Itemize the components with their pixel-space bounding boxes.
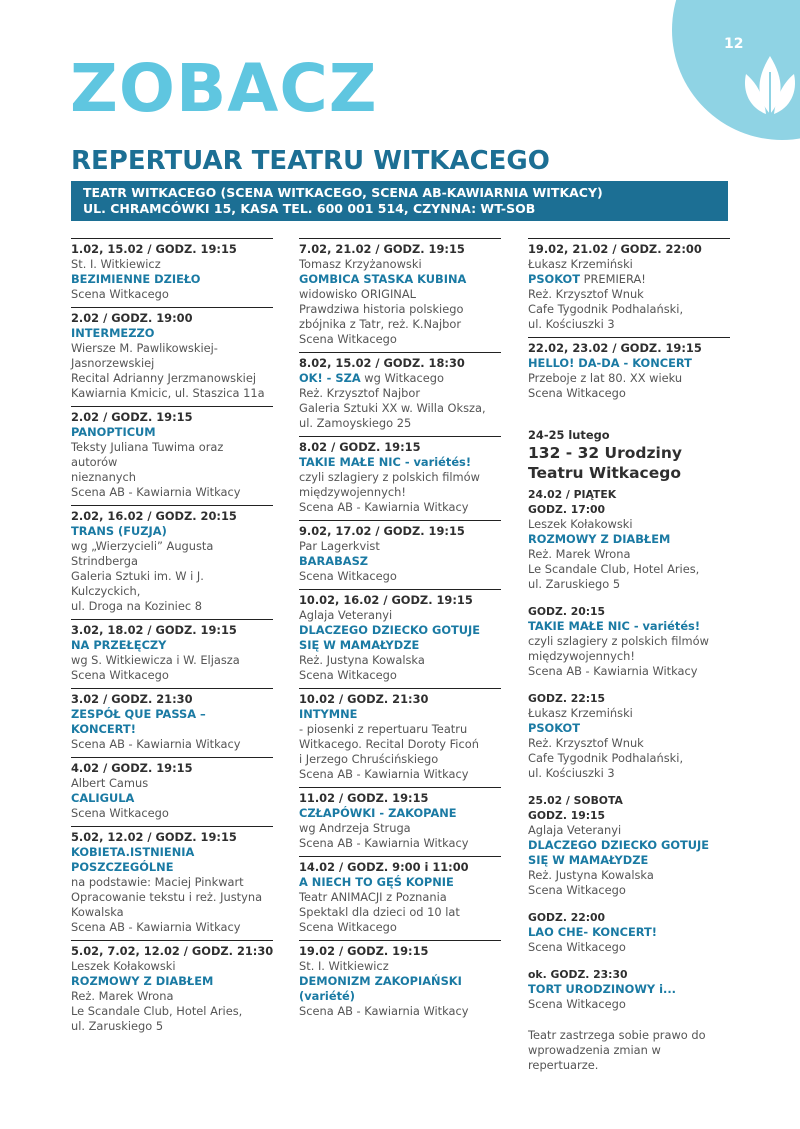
- event-detail: - piosenki z repertuaru Teatru: [299, 722, 468, 736]
- event-detail: wg „Wierzycieli” Augusta Strindberga: [71, 539, 214, 568]
- event-detail: Reż. Krzysztof Wnuk: [528, 736, 644, 750]
- event-detail: ul. Kościuszki 3: [528, 317, 615, 331]
- anniversary-dates: 24-25 lutego: [528, 428, 610, 442]
- event-entry: [299, 589, 501, 688]
- event-author: Aglaja Veteranyi: [528, 823, 622, 837]
- event-title-suffix: wg Witkacego: [360, 371, 444, 385]
- event-date: 2.02 / GODZ. 19:00: [71, 311, 193, 325]
- event-time: GODZ. 19:15: [528, 809, 606, 822]
- schedule-column-3: [528, 238, 730, 1073]
- event-detail: wg Andrzeja Struga: [299, 821, 411, 835]
- event-detail: Scena AB - Kawiarnia Witkacy: [299, 500, 469, 514]
- event-title-line: [71, 272, 273, 287]
- page-title: REPERTUAR TEATRU WITKACEGO: [71, 146, 550, 176]
- event-date: 1.02, 15.02 / GODZ. 19:15: [71, 242, 237, 256]
- event-title-line: [299, 554, 501, 569]
- event-title: DEMONIZM ZAKOPIAŃSKI (variété): [299, 974, 462, 1003]
- event-detail: Opracowanie tekstu i reż. Justyna: [71, 890, 263, 904]
- event-date: GODZ. 20:15: [528, 605, 606, 618]
- schedule-column-2: [299, 238, 501, 1024]
- event-title: GOMBICA STASKA KUBINA: [299, 272, 467, 286]
- event-author: Leszek Kołakowski: [528, 517, 633, 531]
- event-detail: Prawdziwa historia polskiego: [299, 302, 464, 316]
- event-author: St. I. Witkiewicz: [71, 257, 161, 271]
- event-detail: Le Scandale Club, Hotel Aries,: [528, 562, 700, 576]
- event-entry: [71, 307, 273, 406]
- event-title-line: [299, 623, 501, 653]
- event-title-line: [299, 974, 501, 1004]
- event-title-line: [71, 974, 273, 989]
- event-author: Tomasz Krzyżanowski: [299, 257, 422, 271]
- event-title-line: [71, 326, 273, 341]
- event-title-line: [299, 272, 501, 287]
- event-detail: nieznanych: [71, 470, 137, 484]
- event-title: PSOKOT: [528, 721, 581, 735]
- event-detail: Witkacego. Recital Doroty Ficoń: [299, 737, 479, 751]
- event-author: Par Lagerkvist: [299, 539, 380, 553]
- event-title-line: [71, 845, 273, 875]
- event-title-line: [299, 875, 501, 890]
- event-detail: Scena Witkacego: [528, 940, 626, 954]
- event-detail: ul. Zaruskiego 5: [71, 1019, 164, 1033]
- venue-banner: [71, 181, 728, 221]
- event-detail: Scena Witkacego: [528, 883, 626, 897]
- event-title: LAO CHE- KONCERT!: [528, 925, 657, 939]
- event-title: INTERMEZZO: [71, 326, 155, 340]
- anniversary-event: [528, 604, 730, 691]
- event-detail: na podstawie: Maciej Pinkwart: [71, 875, 244, 889]
- event-author: Łukasz Krzemiński: [528, 706, 633, 720]
- event-entry: [71, 688, 273, 757]
- event-detail: Kawiarnia Kmicic, ul. Staszica 11a: [71, 386, 265, 400]
- event-author: Albert Camus: [71, 776, 149, 790]
- event-entry: [71, 505, 273, 619]
- event-date: GODZ. 22:00: [528, 911, 606, 924]
- event-title: TORT URODZINOWY i...: [528, 982, 676, 996]
- event-detail: Cafe Tygodnik Podhalański,: [528, 751, 684, 765]
- event-detail: Reż. Marek Wrona: [528, 547, 631, 561]
- event-entry: [71, 619, 273, 688]
- event-title: BARABASZ: [299, 554, 369, 568]
- event-detail: Spektakl dla dzieci od 10 lat: [299, 905, 460, 919]
- event-entry: [71, 757, 273, 826]
- schedule-column-1: [71, 238, 273, 1039]
- event-date: 7.02, 21.02 / GODZ. 19:15: [299, 242, 465, 256]
- event-detail: Reż. Marek Wrona: [71, 989, 174, 1003]
- anniversary-section: [528, 428, 730, 1073]
- event-title-line: [71, 638, 273, 653]
- event-detail: czyli szlagiery z polskich filmów: [528, 634, 709, 648]
- event-title-line: [71, 425, 273, 440]
- banner-line-1: TEATR WITKACEGO (SCENA WITKACEGO, SCENA AB-KAWIARNIA WITKACY): [83, 185, 603, 200]
- event-detail: międzywojennych!: [299, 485, 406, 499]
- event-detail: Reż. Justyna Kowalska: [299, 653, 425, 667]
- event-detail: Scena Witkacego: [71, 287, 169, 301]
- leaf-logo-icon: [740, 52, 800, 118]
- event-entry: [528, 337, 730, 406]
- event-date: 5.02, 7.02, 12.02 / GODZ. 21:30: [71, 944, 274, 958]
- event-author: Łukasz Krzemiński: [528, 257, 633, 271]
- event-title-line: [299, 371, 501, 386]
- event-detail: Teatr ANIMACJI z Poznania: [299, 890, 447, 904]
- event-title-line: [528, 356, 730, 371]
- event-detail: Wiersze M. Pawlikowskiej-: [71, 341, 218, 355]
- event-detail: Reż. Krzysztof Wnuk: [528, 287, 644, 301]
- event-detail: Jasnorzewskiej: [71, 356, 155, 370]
- event-detail: Scena Witkacego: [71, 806, 169, 820]
- event-title: OK! - SZA: [299, 371, 361, 385]
- disclaimer-note: Teatr zastrzega sobie prawo do wprowadzenia zmian w repertuarze.: [528, 1028, 706, 1072]
- anniversary-heading: 132 - 32 Urodziny Teatru Witkacego: [528, 444, 682, 482]
- event-date: ok. GODZ. 23:30: [528, 968, 628, 981]
- event-title: KOBIETA.ISTNIENIA POSZCZEGÓLNE: [71, 845, 195, 874]
- event-entry: [299, 238, 501, 352]
- event-title: TRANS (FUZJA): [71, 524, 167, 538]
- event-title: INTYMNE: [299, 707, 358, 721]
- event-title: ROZMOWY Z DIABŁEM: [71, 974, 214, 988]
- page-number: 12: [724, 36, 744, 52]
- event-entry: [299, 787, 501, 856]
- event-entry: [71, 406, 273, 505]
- event-date: 9.02, 17.02 / GODZ. 19:15: [299, 524, 465, 538]
- event-entry: [71, 940, 273, 1039]
- event-title: CZŁAPÓWKI - ZAKOPANE: [299, 806, 457, 820]
- event-detail: Scena Witkacego: [299, 569, 397, 583]
- event-title: A NIECH TO GĘŚ KOPNIE: [299, 875, 454, 889]
- event-date: 19.02 / GODZ. 19:15: [299, 944, 429, 958]
- event-date: 8.02 / GODZ. 19:15: [299, 440, 421, 454]
- event-entry: [71, 238, 273, 307]
- event-detail: Recital Adrianny Jerzmanowskiej: [71, 371, 256, 385]
- event-detail: Cafe Tygodnik Podhalański,: [528, 302, 684, 316]
- event-author: Aglaja Veteranyi: [299, 608, 393, 622]
- event-date: 10.02 / GODZ. 21:30: [299, 692, 429, 706]
- event-detail: Galeria Sztuki XX w. Willa Oksza,: [299, 401, 486, 415]
- event-author: Leszek Kołakowski: [71, 959, 176, 973]
- anniversary-items: [528, 487, 730, 1024]
- event-title-line: [299, 806, 501, 821]
- event-detail: Le Scandale Club, Hotel Aries,: [71, 1004, 243, 1018]
- event-detail: Scena Witkacego: [528, 997, 626, 1011]
- event-date: 11.02 / GODZ. 19:15: [299, 791, 429, 805]
- event-detail: Galeria Sztuki im. W i J. Kulczyckich,: [71, 569, 204, 598]
- event-date: 14.02 / GODZ. 9:00 i 11:00: [299, 860, 469, 874]
- anniversary-event: [528, 691, 730, 793]
- event-detail: Scena Witkacego: [299, 332, 397, 346]
- event-date: 24.02 / PIĄTEK: [528, 488, 617, 501]
- anniversary-event: [528, 793, 730, 910]
- event-detail: ul. Zamoyskiego 25: [299, 416, 412, 430]
- event-date: 10.02, 16.02 / GODZ. 19:15: [299, 593, 473, 607]
- anniversary-event: [528, 910, 730, 967]
- event-time: GODZ. 17:00: [528, 503, 606, 516]
- event-date: 19.02, 21.02 / GODZ. 22:00: [528, 242, 702, 256]
- event-date: GODZ. 22:15: [528, 692, 606, 705]
- event-author: St. I. Witkiewicz: [299, 959, 389, 973]
- event-title: HELLO! DA-DA - KONCERT: [528, 356, 692, 370]
- event-date: 22.02, 23.02 / GODZ. 19:15: [528, 341, 702, 355]
- event-title: PSOKOT: [528, 272, 581, 286]
- event-title-line: [71, 707, 273, 737]
- event-detail: Scena AB - Kawiarnia Witkacy: [299, 836, 469, 850]
- event-title-line: [299, 707, 501, 722]
- event-entry: [299, 520, 501, 589]
- event-detail: Scena AB - Kawiarnia Witkacy: [299, 767, 469, 781]
- event-detail: Scena Witkacego: [299, 668, 397, 682]
- anniversary-event: [528, 487, 730, 604]
- event-detail: Scena AB - Kawiarnia Witkacy: [71, 485, 241, 499]
- event-detail: ul. Droga na Koziniec 8: [71, 599, 202, 613]
- event-detail: Reż. Krzysztof Najbor: [299, 386, 421, 400]
- event-detail: Kowalska: [71, 905, 124, 919]
- event-title: DLACZEGO DZIECKO GOTUJE SIĘ W MAMAŁYDZE: [528, 838, 710, 867]
- event-date: 2.02 / GODZ. 19:15: [71, 410, 193, 424]
- event-detail: Teksty Juliana Tuwima oraz autorów: [71, 440, 224, 469]
- event-title-line: [528, 272, 730, 287]
- event-detail: Przeboje z lat 80. XX wieku: [528, 371, 683, 385]
- event-detail: zbójnika z Tatr, reż. K.Najbor: [299, 317, 462, 331]
- event-detail: Scena AB - Kawiarnia Witkacy: [71, 737, 241, 751]
- anniversary-event: [528, 967, 730, 1024]
- event-entry: [528, 238, 730, 337]
- event-detail: Scena Witkacego: [528, 386, 626, 400]
- event-date: 3.02 / GODZ. 21:30: [71, 692, 193, 706]
- event-detail: ul. Kościuszki 3: [528, 766, 615, 780]
- event-detail: Scena AB - Kawiarnia Witkacy: [71, 920, 241, 934]
- event-detail: ul. Zaruskiego 5: [528, 577, 621, 591]
- column-3-events: [528, 238, 730, 406]
- event-entry: [299, 436, 501, 520]
- event-date: 2.02, 16.02 / GODZ. 20:15: [71, 509, 237, 523]
- event-detail: Reż. Justyna Kowalska: [528, 868, 654, 882]
- event-title: TAKIE MAŁE NIC - variétés!: [528, 619, 701, 633]
- banner-line-2: UL. CHRAMCÓWKI 15, KASA TEL. 600 001 514, CZYNNA: WT-SOB: [83, 201, 536, 216]
- event-date: 5.02, 12.02 / GODZ. 19:15: [71, 830, 237, 844]
- event-date: 25.02 / SOBOTA: [528, 794, 623, 807]
- event-detail: i Jerzego Chruścińskiego: [299, 752, 439, 766]
- event-detail: Scena Witkacego: [299, 920, 397, 934]
- event-title: BEZIMIENNE DZIEŁO: [71, 272, 201, 286]
- event-detail: widowisko ORIGINAL: [299, 287, 416, 301]
- event-title: PANOPTICUM: [71, 425, 156, 439]
- section-kicker: ZOBACZ: [70, 50, 378, 127]
- event-title-line: [299, 455, 501, 470]
- event-title-line: [71, 524, 273, 539]
- event-title: ZESPÓŁ QUE PASSA – KONCERT!: [71, 707, 206, 736]
- event-detail: Scena Witkacego: [71, 668, 169, 682]
- event-date: 8.02, 15.02 / GODZ. 18:30: [299, 356, 465, 370]
- event-entry: [299, 688, 501, 787]
- event-title: NA PRZEŁĘCZY: [71, 638, 167, 652]
- event-title-suffix: PREMIERA!: [580, 272, 646, 286]
- event-title: DLACZEGO DZIECKO GOTUJE SIĘ W MAMAŁYDZE: [299, 623, 481, 652]
- event-title: TAKIE MAŁE NIC - variétés!: [299, 455, 472, 469]
- event-title: CALIGULA: [71, 791, 135, 805]
- event-detail: Scena AB - Kawiarnia Witkacy: [299, 1004, 469, 1018]
- event-detail: Scena AB - Kawiarnia Witkacy: [528, 664, 698, 678]
- event-detail: międzywojennych!: [528, 649, 635, 663]
- event-detail: czyli szlagiery z polskich filmów: [299, 470, 480, 484]
- event-entry: [71, 826, 273, 940]
- event-title-line: [71, 791, 273, 806]
- event-entry: [299, 352, 501, 436]
- event-date: 4.02 / GODZ. 19:15: [71, 761, 193, 775]
- event-entry: [299, 856, 501, 940]
- event-detail: wg S. Witkiewicza i W. Eljasza: [71, 653, 240, 667]
- event-title: ROZMOWY Z DIABŁEM: [528, 532, 671, 546]
- event-entry: [299, 940, 501, 1024]
- event-date: 3.02, 18.02 / GODZ. 19:15: [71, 623, 237, 637]
